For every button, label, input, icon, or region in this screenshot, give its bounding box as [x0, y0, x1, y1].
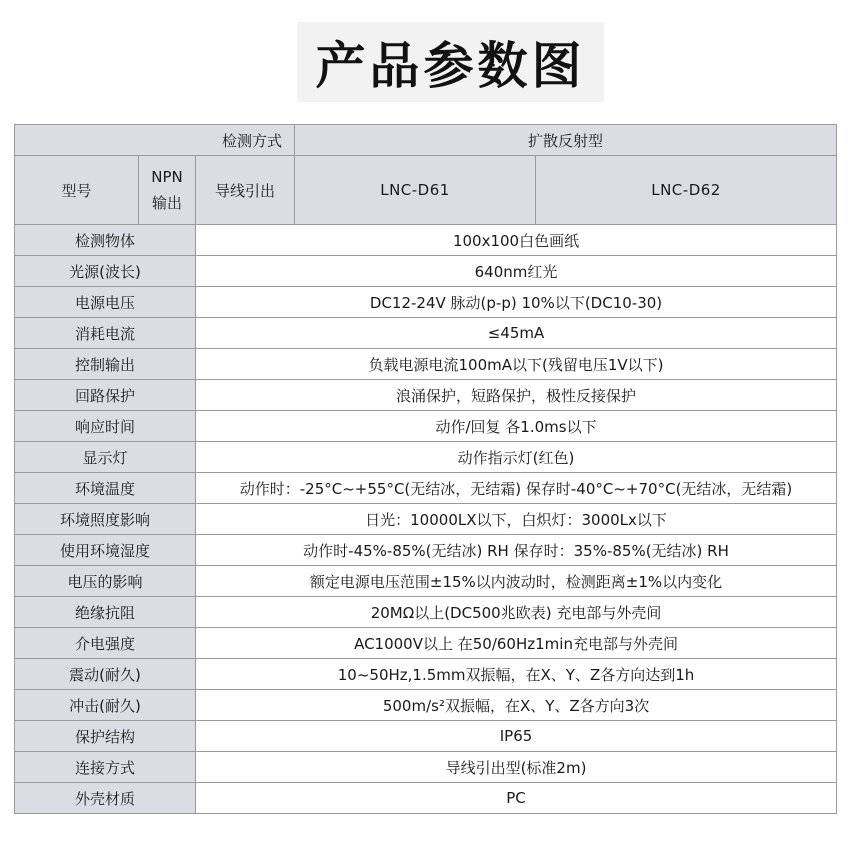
table-row [15, 411, 837, 442]
row-label: 震动(耐久) [15, 659, 196, 690]
table-row [15, 318, 837, 349]
row-value: 日光：10000LX以下，白炽灯：3000Lx以下 [196, 504, 837, 535]
row-label: 电源电压 [15, 287, 196, 318]
table-row [15, 659, 837, 690]
row-label: 使用环境湿度 [15, 535, 196, 566]
row-value: 10~50Hz,1.5mm双振幅，在X、Y、Z各方向达到1h [196, 659, 837, 690]
row-label: 冲击(耐久) [15, 690, 196, 721]
table-row [15, 256, 837, 287]
table-row [15, 473, 837, 504]
row-label: 消耗电流 [15, 318, 196, 349]
row-label: 检测物体 [15, 225, 196, 256]
wire-lead-label: 导线引出 [196, 156, 295, 225]
row-value: 浪涌保护，短路保护，极性反接保护 [196, 380, 837, 411]
table-row [15, 349, 837, 380]
row-label: 响应时间 [15, 411, 196, 442]
row-label: 回路保护 [15, 380, 196, 411]
npn-label-line1: NPN [151, 168, 183, 186]
table-row [15, 504, 837, 535]
table-row [15, 566, 837, 597]
detect-method-value: 扩散反射型 [295, 125, 837, 156]
title-banner [297, 22, 604, 102]
model-2: LNC-D62 [536, 156, 837, 225]
row-label: 电压的影响 [15, 566, 196, 597]
row-value: 负载电源电流100mA以下(残留电压1V以下) [196, 349, 837, 380]
table-row [15, 535, 837, 566]
header-row-model [15, 156, 837, 225]
row-label: 光源(波长) [15, 256, 196, 287]
row-value: 动作/回复 各1.0ms以下 [196, 411, 837, 442]
model-label: 型号 [15, 156, 139, 225]
row-label: 介电强度 [15, 628, 196, 659]
row-value: 导线引出型(标准2m) [196, 752, 837, 783]
row-value: 500m/s²双振幅，在X、Y、Z各方向3次 [196, 690, 837, 721]
row-label: 绝缘抗阻 [15, 597, 196, 628]
table-row [15, 783, 837, 814]
page-title: 产品参数图 [315, 37, 586, 95]
row-value: 动作时：-25°C~+55°C(无结冰，无结霜) 保存时-40°C~+70°C(无结冰，无结霜) [196, 473, 837, 504]
row-value: PC [196, 783, 837, 814]
model-1: LNC-D61 [295, 156, 536, 225]
row-label: 控制输出 [15, 349, 196, 380]
npn-output-label [139, 156, 196, 225]
detect-method-label: 检测方式 [15, 125, 295, 156]
row-value: 动作时-45%-85%(无结冰) RH 保存时：35%-85%(无结冰) RH [196, 535, 837, 566]
table-row [15, 628, 837, 659]
row-value: 额定电源电压范围±15%以内波动时，检测距离±1%以内变化 [196, 566, 837, 597]
table-row [15, 380, 837, 411]
row-label: 环境照度影响 [15, 504, 196, 535]
table-row [15, 690, 837, 721]
row-value: AC1000V以上 在50/60Hz1min充电部与外壳间 [196, 628, 837, 659]
table-row [15, 225, 837, 256]
table-row [15, 752, 837, 783]
row-value: 动作指示灯(红色) [196, 442, 837, 473]
row-value: ≤45mA [196, 318, 837, 349]
table-row [15, 721, 837, 752]
table-row [15, 287, 837, 318]
table-row [15, 597, 837, 628]
header-row-detect-method [15, 125, 837, 156]
spec-table [14, 124, 837, 814]
row-value: 100x100白色画纸 [196, 225, 837, 256]
row-label: 环境温度 [15, 473, 196, 504]
table-row [15, 442, 837, 473]
row-label: 连接方式 [15, 752, 196, 783]
row-label: 外壳材质 [15, 783, 196, 814]
row-label: 显示灯 [15, 442, 196, 473]
row-value: 20MΩ以上(DC500兆欧表) 充电部与外壳间 [196, 597, 837, 628]
row-value: 640nm红光 [196, 256, 837, 287]
row-label: 保护结构 [15, 721, 196, 752]
row-value: DC12-24V 脉动(p-p) 10%以下(DC10-30) [196, 287, 837, 318]
npn-label-line2: 输出 [151, 194, 182, 212]
row-value: IP65 [196, 721, 837, 752]
